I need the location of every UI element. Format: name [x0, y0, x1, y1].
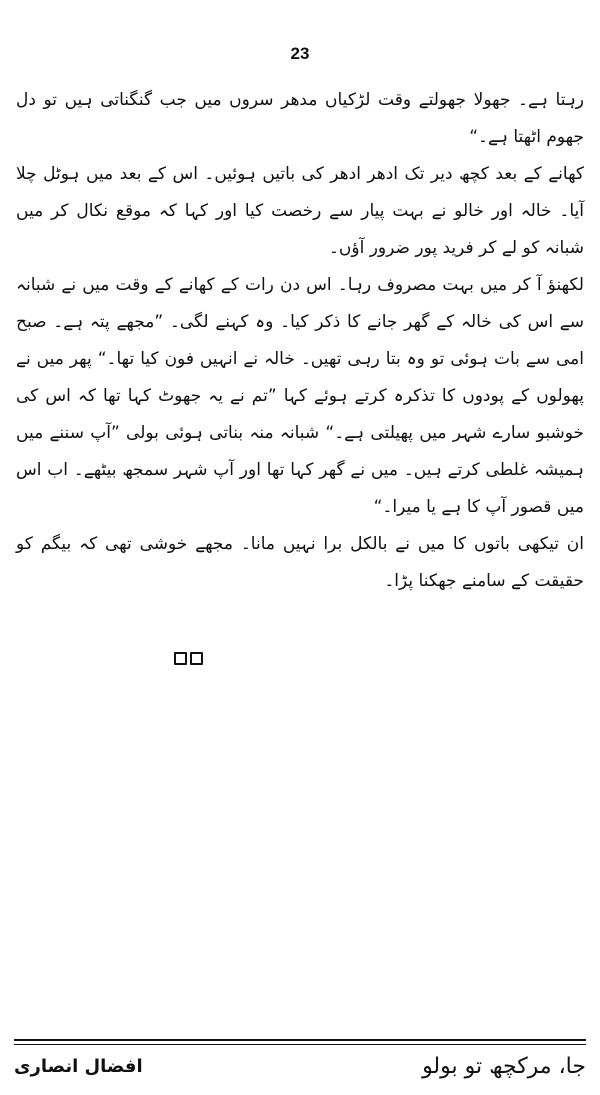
- paragraph: رہتا ہے۔ جھولا جھولتے وقت لڑکیاں مدھر سروں میں جب گنگناتی ہیں تو دل جھوم اٹھتا ہے۔“: [16, 90, 584, 147]
- ornament-square-icon: [190, 652, 203, 665]
- section-end-ornament: [174, 652, 203, 665]
- ornament-square-icon: [174, 652, 187, 665]
- page-footer: [14, 1049, 586, 1083]
- paragraph: کھانے کے بعد کچھ دیر تک ادھر ادھر کی باتیں ہوئیں۔ اس کے بعد میں ہوٹل چلا آیا۔ خالہ اور خالو نے بہت پیار سے رخصت کیا اور کہا کہ موقع نکال کر میں شبانہ کو لے کر فرید پور ضرور آؤں۔: [16, 164, 584, 258]
- page-number: 23: [290, 44, 310, 63]
- body-text: [16, 82, 584, 600]
- paragraph: ان تیکھی باتوں کا میں نے بالکل برا نہیں مانا۔ مجھے خوشی تھی کہ بیگم کو حقیقت کے سامنے جھکنا پڑا۔: [16, 534, 584, 591]
- author-name: افضال انصاری: [14, 1055, 143, 1077]
- footer-divider-thin: [14, 1044, 586, 1045]
- paragraph: لکھنؤ آ کر میں بہت مصروف رہا۔ اس دن رات کے کھانے کے وقت میں نے شبانہ سے اس کی خالہ کے گھر جانے کا ذکر کیا۔ وہ کہنے لگی۔ ”مجھے پتہ ہے۔ صبح امی سے بات ہوئی تو وہ بتا رہی تھیں۔ خالہ نے انہیں فون کیا تھا۔“ پھر میں نے پھولوں کے پودوں کا تذکرہ کرتے ہوئے کہا ”تم نے یہ جھوٹ کہا تھا کہ اس کی خوشبو سارے شہر میں پھیلتی ہے۔“ شبانہ منہ بناتی ہوئی بولی ”آپ سننے میں ہمیشہ غلطی کرتے ہیں۔ میں نے گھر کہا تھا اور آپ شہر سمجھ بیٹھے۔ اب اس میں قصور آپ کا ہے یا میرا۔“: [16, 275, 584, 517]
- footer-divider: [14, 1039, 586, 1041]
- book-title: جا، مرکچھ تو بولو: [422, 1053, 586, 1079]
